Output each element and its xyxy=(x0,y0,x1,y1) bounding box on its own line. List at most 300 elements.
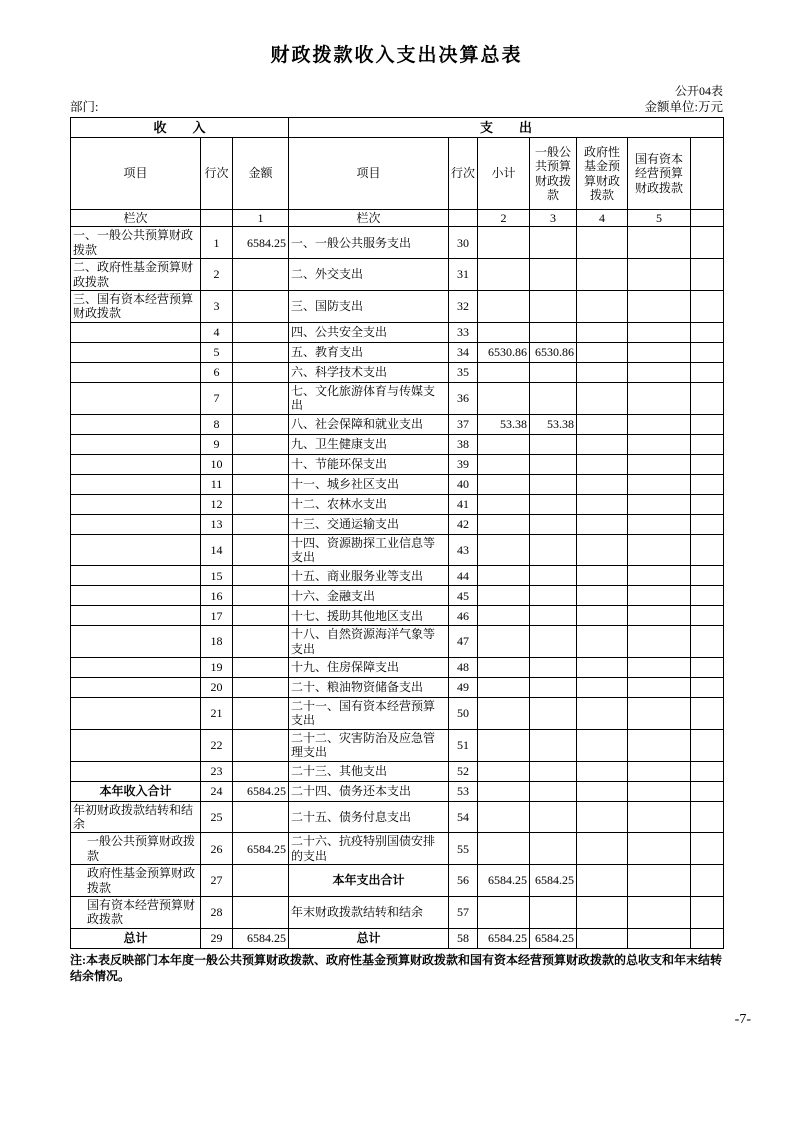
income-rowno-cell: 5 xyxy=(201,342,233,362)
table-row xyxy=(71,678,724,698)
income-item-cell: 一般公共预算财政拨款 xyxy=(71,833,201,865)
income-section-header: 收 入 xyxy=(71,118,289,138)
table-row xyxy=(71,658,724,678)
gov-fund-cell xyxy=(577,382,628,414)
table-row xyxy=(71,626,724,658)
general-budget-cell xyxy=(530,382,577,414)
general-budget-cell: 6530.86 xyxy=(530,342,577,362)
filler-cell xyxy=(691,729,724,761)
income-item-cell xyxy=(71,382,201,414)
expense-rowno-cell: 33 xyxy=(449,322,478,342)
department-label: 部门: xyxy=(70,100,99,114)
general-budget-cell xyxy=(530,227,577,259)
income-item-cell xyxy=(71,534,201,566)
general-budget-cell xyxy=(530,474,577,494)
table-code: 公开04表 xyxy=(674,84,723,98)
income-item-cell xyxy=(71,566,201,586)
subtotal-cell xyxy=(478,534,530,566)
subtotal-cell xyxy=(478,494,530,514)
index-state-capital: 5 xyxy=(628,210,691,227)
income-amount-cell xyxy=(233,434,289,454)
income-rowno-cell: 15 xyxy=(201,566,233,586)
state-capital-cell xyxy=(628,801,691,833)
filler-cell xyxy=(691,290,724,322)
income-item-cell xyxy=(71,729,201,761)
state-capital-cell xyxy=(628,534,691,566)
state-capital-cell xyxy=(628,227,691,259)
income-rowno-cell: 28 xyxy=(201,896,233,928)
income-amount-cell xyxy=(233,259,289,291)
income-rowno-cell: 4 xyxy=(201,322,233,342)
state-capital-cell xyxy=(628,474,691,494)
income-item-cell: 二、政府性基金预算财政拨款 xyxy=(71,259,201,291)
state-capital-cell xyxy=(628,586,691,606)
state-capital-cell xyxy=(628,434,691,454)
income-rowno-cell: 11 xyxy=(201,474,233,494)
expense-rowno-cell: 39 xyxy=(449,454,478,474)
expense-item-cell: 十七、援助其他地区支出 xyxy=(289,606,449,626)
filler-cell xyxy=(691,698,724,730)
income-amount-cell xyxy=(233,290,289,322)
general-budget-cell xyxy=(530,322,577,342)
general-budget-cell xyxy=(530,259,577,291)
income-item-cell xyxy=(71,606,201,626)
expense-rowno-cell: 30 xyxy=(449,227,478,259)
table-row xyxy=(71,534,724,566)
expense-item-cell: 八、社会保障和就业支出 xyxy=(289,414,449,434)
subtotal-cell xyxy=(478,566,530,586)
header-expense-item: 项目 xyxy=(289,138,449,210)
filler-cell xyxy=(691,534,724,566)
filler-cell xyxy=(691,586,724,606)
general-budget-cell xyxy=(530,586,577,606)
table-row xyxy=(71,382,724,414)
header-subtotal: 小计 xyxy=(478,138,530,210)
income-item-cell: 年初财政拨款结转和结余 xyxy=(71,801,201,833)
gov-fund-cell xyxy=(577,534,628,566)
income-amount-cell xyxy=(233,566,289,586)
income-rowno-cell: 8 xyxy=(201,414,233,434)
index-income-rowno xyxy=(201,210,233,227)
general-budget-cell xyxy=(530,514,577,534)
gov-fund-cell xyxy=(577,801,628,833)
expense-item-cell: 四、公共安全支出 xyxy=(289,322,449,342)
income-rowno-cell: 24 xyxy=(201,781,233,801)
table-row xyxy=(71,414,724,434)
expense-rowno-cell: 43 xyxy=(449,534,478,566)
general-budget-cell xyxy=(530,896,577,928)
table-row xyxy=(71,259,724,291)
subtotal-cell xyxy=(478,833,530,865)
state-capital-cell xyxy=(628,606,691,626)
expense-item-cell: 年末财政拨款结转和结余 xyxy=(289,896,449,928)
expense-item-cell: 十六、金融支出 xyxy=(289,586,449,606)
general-budget-cell xyxy=(530,434,577,454)
table-row xyxy=(71,729,724,761)
general-budget-cell: 6584.25 xyxy=(530,865,577,897)
subtotal-cell: 6584.25 xyxy=(478,865,530,897)
filler-cell xyxy=(691,414,724,434)
table-row xyxy=(71,928,724,948)
table-row xyxy=(71,454,724,474)
income-amount-cell xyxy=(233,414,289,434)
header-state-capital: 国有资本经营预算财政拨款 xyxy=(628,138,691,210)
income-amount-cell: 6584.25 xyxy=(233,227,289,259)
income-item-cell xyxy=(71,322,201,342)
state-capital-cell xyxy=(628,678,691,698)
gov-fund-cell xyxy=(577,698,628,730)
general-budget-cell: 53.38 xyxy=(530,414,577,434)
expense-rowno-cell: 57 xyxy=(449,896,478,928)
expense-rowno-cell: 35 xyxy=(449,362,478,382)
income-item-cell xyxy=(71,626,201,658)
table-body xyxy=(71,227,724,948)
filler-cell xyxy=(691,658,724,678)
expense-rowno-cell: 46 xyxy=(449,606,478,626)
gov-fund-cell xyxy=(577,626,628,658)
general-budget-cell xyxy=(530,698,577,730)
table-row xyxy=(71,781,724,801)
income-rowno-cell: 19 xyxy=(201,658,233,678)
expense-rowno-cell: 32 xyxy=(449,290,478,322)
income-item-cell: 本年收入合计 xyxy=(71,781,201,801)
income-amount-cell: 6584.25 xyxy=(233,833,289,865)
expense-rowno-cell: 40 xyxy=(449,474,478,494)
meta-line xyxy=(70,99,723,116)
income-amount-cell xyxy=(233,494,289,514)
income-item-cell xyxy=(71,342,201,362)
expense-rowno-cell: 54 xyxy=(449,801,478,833)
state-capital-cell xyxy=(628,290,691,322)
gov-fund-cell xyxy=(577,781,628,801)
filler-cell xyxy=(691,896,724,928)
expense-section-header: 支 出 xyxy=(289,118,724,138)
section-header-row xyxy=(71,118,724,138)
header-expense-rowno: 行次 xyxy=(449,138,478,210)
expense-rowno-cell: 50 xyxy=(449,698,478,730)
subtotal-cell xyxy=(478,454,530,474)
income-item-cell: 政府性基金预算财政拨款 xyxy=(71,865,201,897)
index-income-amount: 1 xyxy=(233,210,289,227)
income-rowno-cell: 13 xyxy=(201,514,233,534)
income-amount-cell xyxy=(233,678,289,698)
subtotal-cell xyxy=(478,362,530,382)
expense-rowno-cell: 55 xyxy=(449,833,478,865)
general-budget-cell xyxy=(530,833,577,865)
state-capital-cell xyxy=(628,259,691,291)
state-capital-cell xyxy=(628,698,691,730)
gov-fund-cell xyxy=(577,259,628,291)
filler-cell xyxy=(691,606,724,626)
filler-cell xyxy=(691,833,724,865)
income-item-cell xyxy=(71,474,201,494)
expense-item-cell: 七、文化旅游体育与传媒支出 xyxy=(289,382,449,414)
expense-item-cell: 二十五、债务付息支出 xyxy=(289,801,449,833)
income-amount-cell xyxy=(233,729,289,761)
income-item-cell: 一、一般公共预算财政拨款 xyxy=(71,227,201,259)
index-expense-label: 栏次 xyxy=(289,210,449,227)
filler-cell xyxy=(691,454,724,474)
general-budget-cell xyxy=(530,606,577,626)
filler-cell xyxy=(691,494,724,514)
income-rowno-cell: 27 xyxy=(201,865,233,897)
income-item-cell xyxy=(71,454,201,474)
filler-cell xyxy=(691,781,724,801)
subtotal-cell xyxy=(478,382,530,414)
unit-label: 金额单位:万元 xyxy=(644,100,723,114)
expense-item-cell: 二十四、债务还本支出 xyxy=(289,781,449,801)
expense-item-cell: 二十二、灾害防治及应急管理支出 xyxy=(289,729,449,761)
header-income-amount: 金额 xyxy=(233,138,289,210)
table-row xyxy=(71,801,724,833)
income-amount-cell xyxy=(233,658,289,678)
income-amount-cell xyxy=(233,865,289,897)
general-budget-cell: 6584.25 xyxy=(530,928,577,948)
subtotal-cell xyxy=(478,606,530,626)
expense-rowno-cell: 51 xyxy=(449,729,478,761)
gov-fund-cell xyxy=(577,414,628,434)
subtotal-cell xyxy=(478,259,530,291)
expense-item-cell: 二、外交支出 xyxy=(289,259,449,291)
expense-rowno-cell: 45 xyxy=(449,586,478,606)
filler-cell xyxy=(691,434,724,454)
filler-cell xyxy=(691,928,724,948)
table-row xyxy=(71,566,724,586)
gov-fund-cell xyxy=(577,494,628,514)
income-rowno-cell: 26 xyxy=(201,833,233,865)
expense-rowno-cell: 52 xyxy=(449,761,478,781)
gov-fund-cell xyxy=(577,514,628,534)
subtotal-cell xyxy=(478,801,530,833)
table-row xyxy=(71,322,724,342)
header-income-rowno: 行次 xyxy=(201,138,233,210)
state-capital-cell xyxy=(628,566,691,586)
column-header-row xyxy=(71,138,724,210)
expense-rowno-cell: 47 xyxy=(449,626,478,658)
subtotal-cell xyxy=(478,514,530,534)
income-amount-cell: 6584.25 xyxy=(233,928,289,948)
table-row xyxy=(71,434,724,454)
subtotal-cell xyxy=(478,586,530,606)
state-capital-cell xyxy=(628,342,691,362)
state-capital-cell xyxy=(628,414,691,434)
income-item-cell xyxy=(71,414,201,434)
filler-cell xyxy=(691,362,724,382)
income-item-cell xyxy=(71,494,201,514)
income-amount-cell xyxy=(233,342,289,362)
page-title: 财政拨款收入支出决算总表 xyxy=(270,45,523,66)
income-item-cell xyxy=(71,434,201,454)
table-row xyxy=(71,586,724,606)
income-rowno-cell: 10 xyxy=(201,454,233,474)
income-rowno-cell: 21 xyxy=(201,698,233,730)
subtotal-cell xyxy=(478,896,530,928)
income-amount-cell xyxy=(233,322,289,342)
state-capital-cell xyxy=(628,626,691,658)
gov-fund-cell xyxy=(577,290,628,322)
income-rowno-cell: 25 xyxy=(201,801,233,833)
income-rowno-cell: 7 xyxy=(201,382,233,414)
income-item-cell: 总计 xyxy=(71,928,201,948)
gov-fund-cell xyxy=(577,606,628,626)
subtotal-cell xyxy=(478,678,530,698)
general-budget-cell xyxy=(530,534,577,566)
gov-fund-cell xyxy=(577,658,628,678)
general-budget-cell xyxy=(530,626,577,658)
gov-fund-cell xyxy=(577,586,628,606)
gov-fund-cell xyxy=(577,322,628,342)
table-row xyxy=(71,896,724,928)
table-row xyxy=(71,227,724,259)
gov-fund-cell xyxy=(577,342,628,362)
expense-rowno-cell: 48 xyxy=(449,658,478,678)
subtotal-cell xyxy=(478,227,530,259)
expense-item-cell: 总计 xyxy=(289,928,449,948)
filler-cell xyxy=(691,474,724,494)
income-rowno-cell: 3 xyxy=(201,290,233,322)
expense-item-cell: 二十六、抗疫特别国债安排的支出 xyxy=(289,833,449,865)
income-rowno-cell: 29 xyxy=(201,928,233,948)
table-row xyxy=(71,606,724,626)
general-budget-cell xyxy=(530,678,577,698)
general-budget-cell xyxy=(530,454,577,474)
expense-item-cell: 十八、自然资源海洋气象等支出 xyxy=(289,626,449,658)
filler-cell xyxy=(691,227,724,259)
income-rowno-cell: 22 xyxy=(201,729,233,761)
income-item-cell xyxy=(71,514,201,534)
index-income-label: 栏次 xyxy=(71,210,201,227)
table-row xyxy=(71,761,724,781)
expense-item-cell: 十九、住房保障支出 xyxy=(289,658,449,678)
gov-fund-cell xyxy=(577,566,628,586)
state-capital-cell xyxy=(628,494,691,514)
subtotal-cell xyxy=(478,474,530,494)
filler-cell xyxy=(691,322,724,342)
income-rowno-cell: 17 xyxy=(201,606,233,626)
income-amount-cell xyxy=(233,606,289,626)
state-capital-cell xyxy=(628,761,691,781)
state-capital-cell xyxy=(628,833,691,865)
income-rowno-cell: 6 xyxy=(201,362,233,382)
income-rowno-cell: 14 xyxy=(201,534,233,566)
state-capital-cell xyxy=(628,454,691,474)
subtotal-cell: 53.38 xyxy=(478,414,530,434)
expense-item-cell: 二十三、其他支出 xyxy=(289,761,449,781)
filler-cell xyxy=(691,801,724,833)
subtotal-cell xyxy=(478,658,530,678)
income-item-cell xyxy=(71,761,201,781)
state-capital-cell xyxy=(628,322,691,342)
state-capital-cell xyxy=(628,658,691,678)
expense-item-cell: 五、教育支出 xyxy=(289,342,449,362)
gov-fund-cell xyxy=(577,474,628,494)
general-budget-cell xyxy=(530,290,577,322)
filler-cell xyxy=(691,678,724,698)
income-amount-cell xyxy=(233,896,289,928)
income-amount-cell xyxy=(233,626,289,658)
table-row xyxy=(71,865,724,897)
gov-fund-cell xyxy=(577,227,628,259)
state-capital-cell xyxy=(628,382,691,414)
expense-item-cell: 十五、商业服务业等支出 xyxy=(289,566,449,586)
income-rowno-cell: 12 xyxy=(201,494,233,514)
general-budget-cell xyxy=(530,658,577,678)
income-rowno-cell: 1 xyxy=(201,227,233,259)
table-row xyxy=(71,362,724,382)
header-income-item: 项目 xyxy=(71,138,201,210)
expense-rowno-cell: 36 xyxy=(449,382,478,414)
gov-fund-cell xyxy=(577,362,628,382)
general-budget-cell xyxy=(530,494,577,514)
subtotal-cell: 6530.86 xyxy=(478,342,530,362)
table-row xyxy=(71,833,724,865)
income-item-cell xyxy=(71,698,201,730)
expense-rowno-cell: 53 xyxy=(449,781,478,801)
table-row xyxy=(71,494,724,514)
expense-rowno-cell: 58 xyxy=(449,928,478,948)
index-expense-rowno xyxy=(449,210,478,227)
subtotal-cell xyxy=(478,290,530,322)
income-rowno-cell: 9 xyxy=(201,434,233,454)
filler-cell xyxy=(691,761,724,781)
gov-fund-cell xyxy=(577,928,628,948)
state-capital-cell xyxy=(628,729,691,761)
state-capital-cell xyxy=(628,362,691,382)
expense-rowno-cell: 56 xyxy=(449,865,478,897)
state-capital-cell xyxy=(628,781,691,801)
expense-item-cell: 十四、资源勘探工业信息等支出 xyxy=(289,534,449,566)
state-capital-cell xyxy=(628,514,691,534)
expense-rowno-cell: 44 xyxy=(449,566,478,586)
expense-rowno-cell: 49 xyxy=(449,678,478,698)
gov-fund-cell xyxy=(577,761,628,781)
expense-item-cell: 十、节能环保支出 xyxy=(289,454,449,474)
column-index-row xyxy=(71,210,724,227)
income-amount-cell xyxy=(233,454,289,474)
expense-rowno-cell: 31 xyxy=(449,259,478,291)
general-budget-cell xyxy=(530,362,577,382)
filler-cell xyxy=(691,626,724,658)
subtotal-cell xyxy=(478,698,530,730)
gov-fund-cell xyxy=(577,896,628,928)
income-rowno-cell: 18 xyxy=(201,626,233,658)
table-row xyxy=(71,342,724,362)
table-row xyxy=(71,474,724,494)
filler-cell xyxy=(691,259,724,291)
expense-item-cell: 一、一般公共服务支出 xyxy=(289,227,449,259)
income-item-cell xyxy=(71,362,201,382)
expense-rowno-cell: 34 xyxy=(449,342,478,362)
state-capital-cell xyxy=(628,928,691,948)
gov-fund-cell xyxy=(577,678,628,698)
expense-item-cell: 二十、粮油物资储备支出 xyxy=(289,678,449,698)
general-budget-cell xyxy=(530,761,577,781)
income-amount-cell xyxy=(233,698,289,730)
page-number: -7- xyxy=(734,1012,751,1027)
state-capital-cell xyxy=(628,865,691,897)
expense-item-cell: 二十一、国有资本经营预算支出 xyxy=(289,698,449,730)
subtotal-cell: 6584.25 xyxy=(478,928,530,948)
income-rowno-cell: 2 xyxy=(201,259,233,291)
expense-rowno-cell: 38 xyxy=(449,434,478,454)
expense-item-cell: 六、科学技术支出 xyxy=(289,362,449,382)
expense-item-cell: 三、国防支出 xyxy=(289,290,449,322)
expense-rowno-cell: 37 xyxy=(449,414,478,434)
filler-cell xyxy=(691,566,724,586)
income-amount-cell xyxy=(233,382,289,414)
note-text: 注:本表反映部门本年度一般公共预算财政拨款、政府性基金预算财政拨款和国有资本经营预算财政拨款的总收支和年末结转结余情况。 xyxy=(70,952,723,983)
income-amount-cell xyxy=(233,801,289,833)
